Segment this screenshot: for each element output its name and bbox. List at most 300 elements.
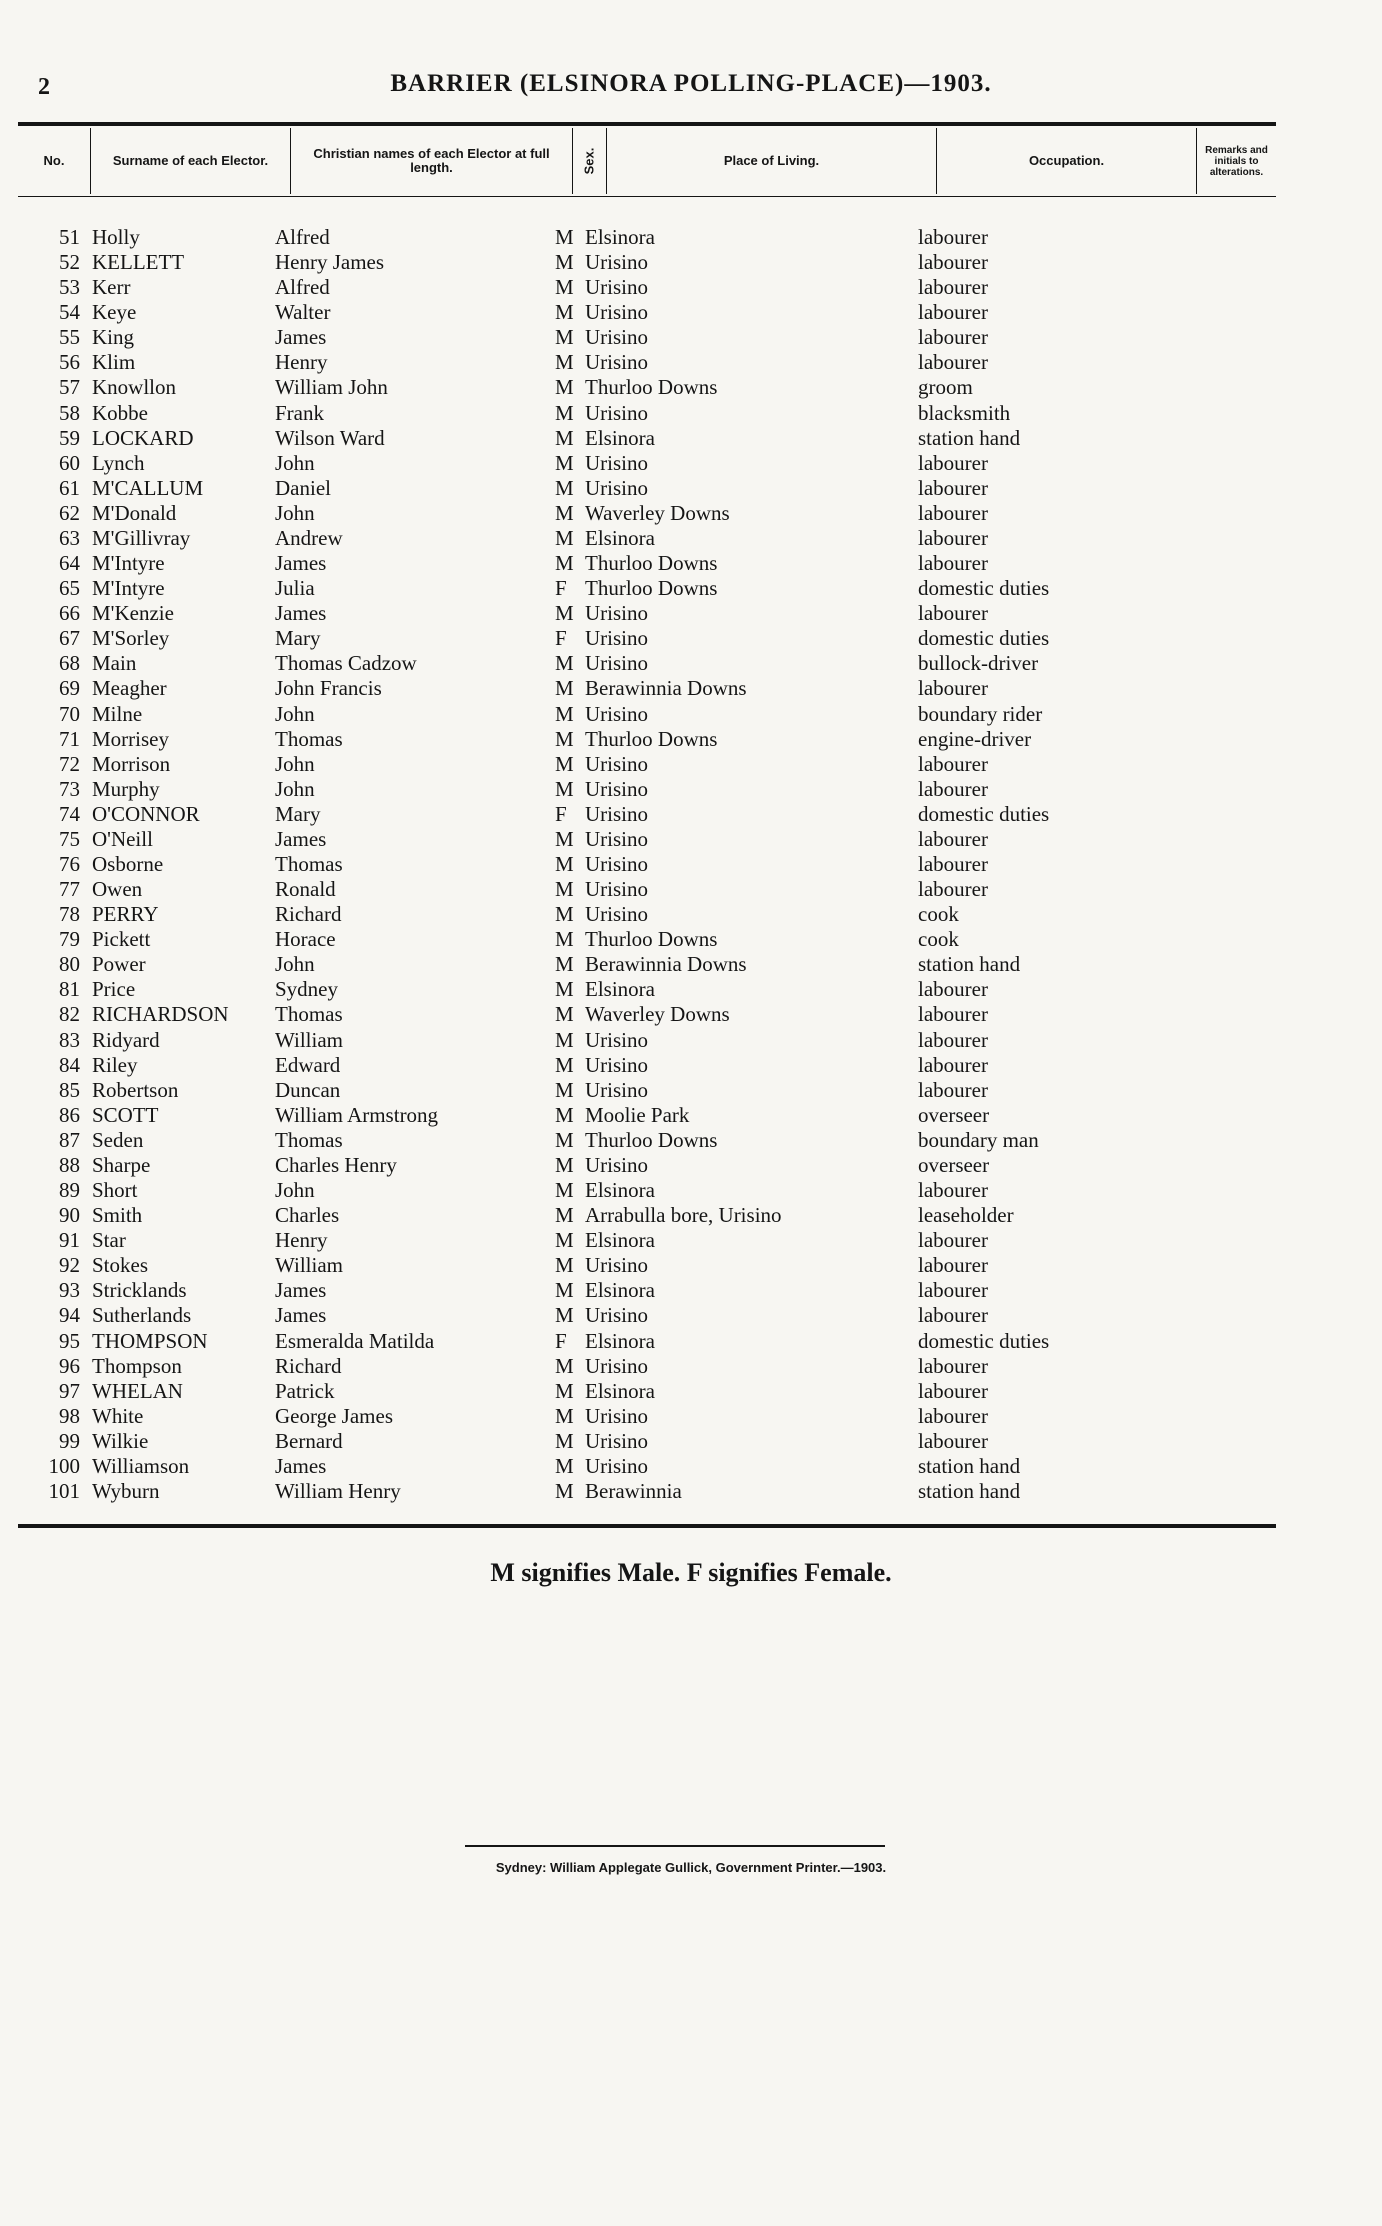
cell-christian: Mary xyxy=(275,626,321,651)
cell-sex: M xyxy=(555,726,574,751)
cell-surname: Short xyxy=(92,1178,138,1203)
cell-surname: Osborne xyxy=(92,852,164,876)
cell-christian: Thomas xyxy=(275,1002,343,1027)
cell-occupation: labourer xyxy=(918,1228,988,1253)
cell-surname: Smith xyxy=(92,1203,143,1228)
cell-no: 51 xyxy=(59,225,80,249)
cell-place: Thurloo Downs xyxy=(585,927,718,952)
col-head-surname: Surname of each Elector. xyxy=(90,128,290,194)
cell-place: Waverley Downs xyxy=(585,1002,730,1027)
table-row xyxy=(0,551,1382,576)
col-head-no: No. xyxy=(43,153,65,168)
cell-place: Elsinora xyxy=(585,225,655,249)
cell-surname: Main xyxy=(92,651,137,676)
cell-no: 77 xyxy=(59,877,80,902)
cell-christian: Duncan xyxy=(275,1077,341,1102)
cell-sex: M xyxy=(555,1203,574,1228)
cell-occupation: labourer xyxy=(918,676,988,701)
cell-place: Urisino xyxy=(585,325,648,350)
cell-place: Urisino xyxy=(585,250,648,275)
cell-place: Berawinnia Downs xyxy=(585,676,747,701)
cell-christian: Sydney xyxy=(275,977,338,1002)
cell-no: 57 xyxy=(59,375,80,400)
page-header xyxy=(0,60,1382,120)
cell-no: 95 xyxy=(59,1328,80,1353)
cell-christian: Thomas xyxy=(275,726,343,751)
cell-occupation: overseer xyxy=(918,1152,990,1177)
table-row xyxy=(0,752,1382,777)
cell-christian: Edward xyxy=(275,1052,341,1077)
cell-occupation: domestic duties xyxy=(918,1328,1050,1353)
table-row xyxy=(0,676,1382,701)
table-row xyxy=(0,902,1382,927)
cell-occupation: labourer xyxy=(918,1428,988,1453)
cell-no: 87 xyxy=(59,1127,80,1152)
cell-sex: F xyxy=(555,801,567,826)
cell-christian: Walter xyxy=(275,300,331,325)
cell-surname: Morrison xyxy=(92,751,171,776)
cell-occupation: labourer xyxy=(918,776,988,801)
cell-sex: M xyxy=(555,1027,574,1052)
cell-occupation: labourer xyxy=(918,826,988,851)
cell-sex: M xyxy=(555,375,574,400)
cell-christian: Alfred xyxy=(275,275,330,300)
cell-christian: Henry xyxy=(275,350,328,375)
cell-occupation: station hand xyxy=(918,952,1021,977)
cell-christian: Alfred xyxy=(275,225,330,249)
cell-surname: O'Neill xyxy=(92,826,153,851)
table-row xyxy=(0,250,1382,275)
cell-sex: M xyxy=(555,300,574,325)
cell-surname: Holly xyxy=(92,225,140,249)
cell-no: 84 xyxy=(59,1052,80,1077)
cell-no: 89 xyxy=(59,1178,80,1203)
cell-christian: Horace xyxy=(275,927,336,952)
cell-christian: James xyxy=(275,325,327,350)
cell-christian: Henry xyxy=(275,1228,328,1253)
table-row xyxy=(0,300,1382,325)
table-row xyxy=(0,526,1382,551)
col-head-occupation: Occupation. xyxy=(936,128,1196,194)
cell-surname: Power xyxy=(92,952,146,977)
cell-no: 52 xyxy=(59,250,80,275)
cell-occupation: labourer xyxy=(918,250,988,275)
cell-surname: Klim xyxy=(92,350,136,375)
table-row xyxy=(0,727,1382,752)
cell-sex: M xyxy=(555,601,574,626)
cell-christian: Julia xyxy=(275,576,315,601)
table-row xyxy=(0,476,1382,501)
cell-place: Elsinora xyxy=(585,1178,655,1203)
table-row xyxy=(0,601,1382,626)
cell-place: Urisino xyxy=(585,400,648,425)
cell-no: 98 xyxy=(59,1403,80,1428)
cell-surname: SCOTT xyxy=(92,1102,159,1127)
cell-place: Urisino xyxy=(585,1303,648,1328)
table-row xyxy=(0,1404,1382,1429)
cell-surname: Sutherlands xyxy=(92,1303,192,1328)
cell-christian: George James xyxy=(275,1403,393,1428)
cell-place: Thurloo Downs xyxy=(585,726,718,751)
table-row xyxy=(0,927,1382,952)
cell-christian: Andrew xyxy=(275,525,343,550)
cell-place: Urisino xyxy=(585,751,648,776)
cell-no: 93 xyxy=(59,1278,80,1303)
cell-occupation: overseer xyxy=(918,1102,990,1127)
cell-place: Urisino xyxy=(585,1027,648,1052)
cell-no: 56 xyxy=(59,350,80,375)
table-row xyxy=(0,1053,1382,1078)
cell-place: Urisino xyxy=(585,1052,648,1077)
cell-surname: Sharpe xyxy=(92,1152,151,1177)
cell-sex: M xyxy=(555,1178,574,1203)
cell-no: 74 xyxy=(59,801,80,826)
cell-surname: Owen xyxy=(92,877,143,902)
cell-christian: John Francis xyxy=(275,676,382,701)
table-row xyxy=(0,501,1382,526)
cell-place: Urisino xyxy=(585,300,648,325)
cell-no: 58 xyxy=(59,400,80,425)
cell-christian: Esmeralda Matilda xyxy=(275,1328,435,1353)
cell-sex: M xyxy=(555,1077,574,1102)
cell-occupation: labourer xyxy=(918,1378,988,1403)
cell-no: 53 xyxy=(59,275,80,300)
cell-no: 64 xyxy=(59,551,80,576)
table-row xyxy=(0,576,1382,601)
cell-christian: William John xyxy=(275,375,388,400)
cell-place: Urisino xyxy=(585,601,648,626)
cell-place: Urisino xyxy=(585,651,648,676)
cell-sex: M xyxy=(555,275,574,300)
cell-christian: Thomas xyxy=(275,1127,343,1152)
cell-occupation: boundary man xyxy=(918,1127,1039,1152)
table-row xyxy=(0,375,1382,400)
cell-occupation: labourer xyxy=(918,1077,988,1102)
cell-place: Urisino xyxy=(585,1152,648,1177)
cell-no: 97 xyxy=(59,1378,80,1403)
cell-place: Urisino xyxy=(585,626,648,651)
table-row xyxy=(0,1429,1382,1454)
cell-place: Urisino xyxy=(585,826,648,851)
cell-place: Urisino xyxy=(585,1077,648,1102)
cell-sex: M xyxy=(555,225,574,249)
table-row xyxy=(0,401,1382,426)
cell-surname: M'Donald xyxy=(92,500,177,525)
cell-no: 60 xyxy=(59,450,80,475)
cell-sex: M xyxy=(555,1127,574,1152)
cell-no: 62 xyxy=(59,500,80,525)
cell-surname: Wyburn xyxy=(92,1479,160,1503)
cell-surname: M'Intyre xyxy=(92,576,165,601)
list-bottom-rule xyxy=(18,1524,1276,1528)
cell-occupation: bullock-driver xyxy=(918,651,1039,676)
col-head-place: Place of Living. xyxy=(606,128,936,194)
cell-no: 67 xyxy=(59,626,80,651)
table-row xyxy=(0,1178,1382,1203)
cell-place: Urisino xyxy=(585,275,648,300)
cell-occupation: labourer xyxy=(918,1403,988,1428)
cell-surname: Ridyard xyxy=(92,1027,160,1052)
table-row xyxy=(0,952,1382,977)
cell-surname: RICHARDSON xyxy=(92,1002,229,1027)
cell-occupation: labourer xyxy=(918,1052,988,1077)
cell-no: 94 xyxy=(59,1303,80,1328)
table-row xyxy=(0,977,1382,1002)
cell-sex: M xyxy=(555,500,574,525)
cell-place: Urisino xyxy=(585,1453,648,1478)
cell-surname: Stokes xyxy=(92,1253,149,1278)
cell-no: 79 xyxy=(59,927,80,952)
cell-place: Elsinora xyxy=(585,525,655,550)
cell-christian: John xyxy=(275,1178,315,1203)
cell-surname: King xyxy=(92,325,134,350)
cell-occupation: labourer xyxy=(918,551,988,576)
cell-place: Urisino xyxy=(585,902,648,927)
cell-place: Urisino xyxy=(585,1403,648,1428)
cell-surname: Robertson xyxy=(92,1077,179,1102)
cell-place: Urisino xyxy=(585,801,648,826)
cell-occupation: labourer xyxy=(918,1303,988,1328)
cell-christian: Charles Henry xyxy=(275,1152,397,1177)
table-row xyxy=(0,1028,1382,1053)
cell-no: 81 xyxy=(59,977,80,1002)
table-row xyxy=(0,1253,1382,1278)
cell-occupation: station hand xyxy=(918,1453,1021,1478)
cell-occupation: labourer xyxy=(918,525,988,550)
cell-surname: Kobbe xyxy=(92,400,148,425)
cell-sex: M xyxy=(555,1152,574,1177)
table-row xyxy=(0,1454,1382,1479)
cell-no: 80 xyxy=(59,952,80,977)
cell-occupation: leaseholder xyxy=(918,1203,1014,1228)
cell-no: 68 xyxy=(59,651,80,676)
cell-place: Urisino xyxy=(585,450,648,475)
cell-sex: M xyxy=(555,1278,574,1303)
header-bottom-rule xyxy=(18,196,1276,197)
cell-place: Moolie Park xyxy=(585,1102,690,1127)
cell-christian: Thomas Cadzow xyxy=(275,651,417,676)
cell-no: 72 xyxy=(59,751,80,776)
cell-place: Elsinora xyxy=(585,1228,655,1253)
cell-no: 88 xyxy=(59,1152,80,1177)
cell-sex: M xyxy=(555,1428,574,1453)
table-row xyxy=(0,325,1382,350)
table-row xyxy=(0,1354,1382,1379)
table-row xyxy=(0,1078,1382,1103)
cell-place: Urisino xyxy=(585,1353,648,1378)
cell-place: Urisino xyxy=(585,701,648,726)
cell-sex: M xyxy=(555,525,574,550)
cell-surname: Thompson xyxy=(92,1353,182,1378)
cell-occupation: labourer xyxy=(918,325,988,350)
cell-surname: White xyxy=(92,1403,144,1428)
cell-occupation: engine-driver xyxy=(918,726,1032,751)
cell-christian: William xyxy=(275,1253,343,1278)
cell-no: 63 xyxy=(59,525,80,550)
cell-no: 90 xyxy=(59,1203,80,1228)
cell-occupation: labourer xyxy=(918,977,988,1002)
cell-surname: Star xyxy=(92,1228,126,1253)
col-head-sex-label: Sex. xyxy=(581,147,597,175)
cell-place: Thurloo Downs xyxy=(585,576,718,601)
cell-sex: M xyxy=(555,751,574,776)
table-row xyxy=(0,626,1382,651)
table-row xyxy=(0,1153,1382,1178)
cell-sex: F xyxy=(555,576,567,601)
cell-occupation: domestic duties xyxy=(918,626,1050,651)
cell-place: Elsinora xyxy=(585,1328,655,1353)
cell-christian: John xyxy=(275,952,315,977)
cell-no: 59 xyxy=(59,425,80,450)
header-top-rule xyxy=(18,122,1276,126)
cell-occupation: labourer xyxy=(918,450,988,475)
cell-occupation: labourer xyxy=(918,601,988,626)
cell-christian: Bernard xyxy=(275,1428,343,1453)
cell-place: Berawinnia xyxy=(585,1479,682,1503)
table-row xyxy=(0,225,1382,250)
cell-surname: M'Kenzie xyxy=(92,601,174,626)
table-row xyxy=(0,1103,1382,1128)
table-row xyxy=(0,1278,1382,1303)
cell-sex: M xyxy=(555,852,574,876)
table-row xyxy=(0,275,1382,300)
cell-no: 100 xyxy=(48,1453,80,1478)
cell-occupation: boundary rider xyxy=(918,701,1043,726)
cell-occupation: labourer xyxy=(918,225,988,249)
cell-sex: M xyxy=(555,1479,574,1503)
cell-sex: M xyxy=(555,1403,574,1428)
cell-sex: M xyxy=(555,325,574,350)
col-head-christian: Christian names of each Elector at full length. xyxy=(290,128,572,194)
cell-christian: James xyxy=(275,1453,327,1478)
table-row xyxy=(0,1303,1382,1328)
cell-occupation: labourer xyxy=(918,475,988,500)
cell-occupation: cook xyxy=(918,927,959,952)
cell-christian: James xyxy=(275,826,327,851)
cell-sex: M xyxy=(555,902,574,927)
cell-christian: James xyxy=(275,1303,327,1328)
cell-place: Arrabulla bore, Urisino xyxy=(585,1203,782,1228)
cell-christian: Richard xyxy=(275,902,342,927)
cell-christian: James xyxy=(275,551,327,576)
cell-place: Thurloo Downs xyxy=(585,375,718,400)
cell-surname: O'CONNOR xyxy=(92,801,200,826)
cell-surname: Meagher xyxy=(92,676,167,701)
sex-legend: M signifies Male. F signifies Female. xyxy=(490,1558,892,1587)
cell-surname: Keye xyxy=(92,300,137,325)
cell-christian: Wilson Ward xyxy=(275,425,385,450)
cell-christian: William Armstrong xyxy=(275,1102,439,1127)
cell-occupation: labourer xyxy=(918,852,988,876)
cell-place: Urisino xyxy=(585,877,648,902)
cell-surname: Price xyxy=(92,977,136,1002)
cell-place: Urisino xyxy=(585,350,648,375)
cell-sex: M xyxy=(555,776,574,801)
cell-sex: M xyxy=(555,250,574,275)
cell-surname: LOCKARD xyxy=(92,425,194,450)
cell-sex: M xyxy=(555,350,574,375)
cell-sex: M xyxy=(555,927,574,952)
cell-surname: Williamson xyxy=(92,1453,190,1478)
cell-surname: M'CALLUM xyxy=(92,475,204,500)
cell-surname: Kerr xyxy=(92,275,131,300)
cell-no: 54 xyxy=(59,300,80,325)
table-row xyxy=(0,1002,1382,1027)
cell-surname: M'Gillivray xyxy=(92,525,191,550)
cell-no: 73 xyxy=(59,776,80,801)
cell-no: 83 xyxy=(59,1027,80,1052)
cell-occupation: blacksmith xyxy=(918,400,1011,425)
cell-occupation: groom xyxy=(918,375,973,400)
cell-christian: Thomas xyxy=(275,852,343,876)
cell-christian: Mary xyxy=(275,801,321,826)
cell-surname: Seden xyxy=(92,1127,144,1152)
cell-place: Thurloo Downs xyxy=(585,1127,718,1152)
cell-place: Elsinora xyxy=(585,1278,655,1303)
cell-surname: PERRY xyxy=(92,902,159,927)
cell-surname: Lynch xyxy=(92,450,145,475)
cell-place: Urisino xyxy=(585,475,648,500)
cell-christian: John xyxy=(275,450,315,475)
cell-occupation: labourer xyxy=(918,877,988,902)
cell-no: 78 xyxy=(59,902,80,927)
cell-sex: M xyxy=(555,701,574,726)
cell-occupation: labourer xyxy=(918,350,988,375)
cell-sex: M xyxy=(555,1102,574,1127)
cell-occupation: labourer xyxy=(918,1353,988,1378)
cell-surname: Pickett xyxy=(92,927,151,952)
cell-no: 61 xyxy=(59,475,80,500)
cell-surname: Milne xyxy=(92,701,143,726)
table-row xyxy=(0,1228,1382,1253)
cell-sex: M xyxy=(555,1353,574,1378)
cell-sex: M xyxy=(555,826,574,851)
table-row xyxy=(0,702,1382,727)
table-row xyxy=(0,350,1382,375)
cell-occupation: labourer xyxy=(918,1278,988,1303)
cell-occupation: labourer xyxy=(918,751,988,776)
cell-occupation: labourer xyxy=(918,1027,988,1052)
page-title: BARRIER (ELSINORA POLLING-PLACE)—1903. xyxy=(390,70,992,97)
cell-occupation: labourer xyxy=(918,1253,988,1278)
cell-sex: M xyxy=(555,450,574,475)
cell-surname: THOMPSON xyxy=(92,1328,208,1353)
cell-occupation: station hand xyxy=(918,1479,1021,1503)
table-row xyxy=(0,827,1382,852)
cell-no: 85 xyxy=(59,1077,80,1102)
table-row xyxy=(0,802,1382,827)
cell-sex: M xyxy=(555,676,574,701)
cell-sex: M xyxy=(555,1228,574,1253)
cell-christian: Frank xyxy=(275,400,324,425)
col-head-remarks: Remarks and initials to alterations. xyxy=(1196,128,1276,194)
table-row xyxy=(0,1479,1382,1504)
cell-place: Waverley Downs xyxy=(585,500,730,525)
cell-christian: Charles xyxy=(275,1203,340,1228)
table-row xyxy=(0,426,1382,451)
cell-no: 69 xyxy=(59,676,80,701)
cell-no: 66 xyxy=(59,601,80,626)
cell-christian: Ronald xyxy=(275,877,336,902)
cell-place: Urisino xyxy=(585,1428,648,1453)
cell-surname: Wilkie xyxy=(92,1428,149,1453)
cell-christian: William Henry xyxy=(275,1479,401,1503)
cell-christian: Patrick xyxy=(275,1378,335,1403)
cell-christian: John xyxy=(275,776,315,801)
cell-no: 92 xyxy=(59,1253,80,1278)
cell-christian: Daniel xyxy=(275,475,331,500)
cell-sex: M xyxy=(555,425,574,450)
